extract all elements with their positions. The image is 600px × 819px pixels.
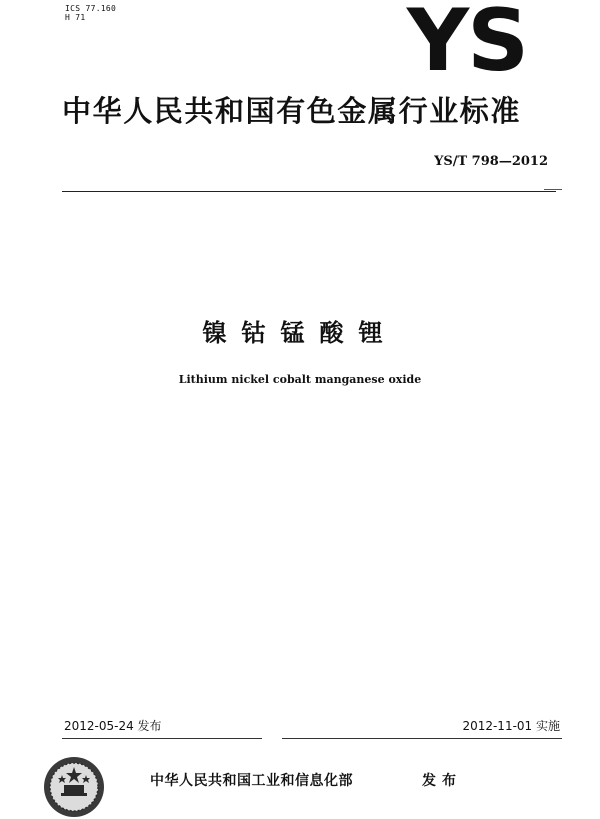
header-divider-tick: [544, 189, 562, 190]
footer-divider-left: [62, 738, 262, 739]
ys-logo: [402, 2, 532, 78]
ics-code: ICS 77.160: [65, 4, 117, 13]
national-emblem-icon: [42, 755, 106, 819]
standard-number: YS/T 798—2012: [434, 154, 548, 169]
footer-divider-right: [282, 738, 562, 739]
issue-date: 2012-05-24 发布: [64, 719, 162, 733]
publish-label: 发布: [422, 773, 462, 789]
ccs-code: H 71: [65, 13, 86, 22]
implementation-date: 2012-11-01 实施: [462, 719, 560, 733]
document-title-en: Lithium nickel cobalt manganese oxide: [178, 373, 422, 386]
standard-title: 中华人民共和国有色金属行业标准: [62, 94, 522, 128]
classification-codes: [65, 4, 116, 22]
header-divider: [62, 191, 556, 192]
ys-logo-text: YS: [406, 2, 528, 78]
document-title-cn: 镍钴锰酸锂: [202, 319, 398, 347]
issuing-authority: 中华人民共和国工业和信息化部: [150, 773, 353, 789]
